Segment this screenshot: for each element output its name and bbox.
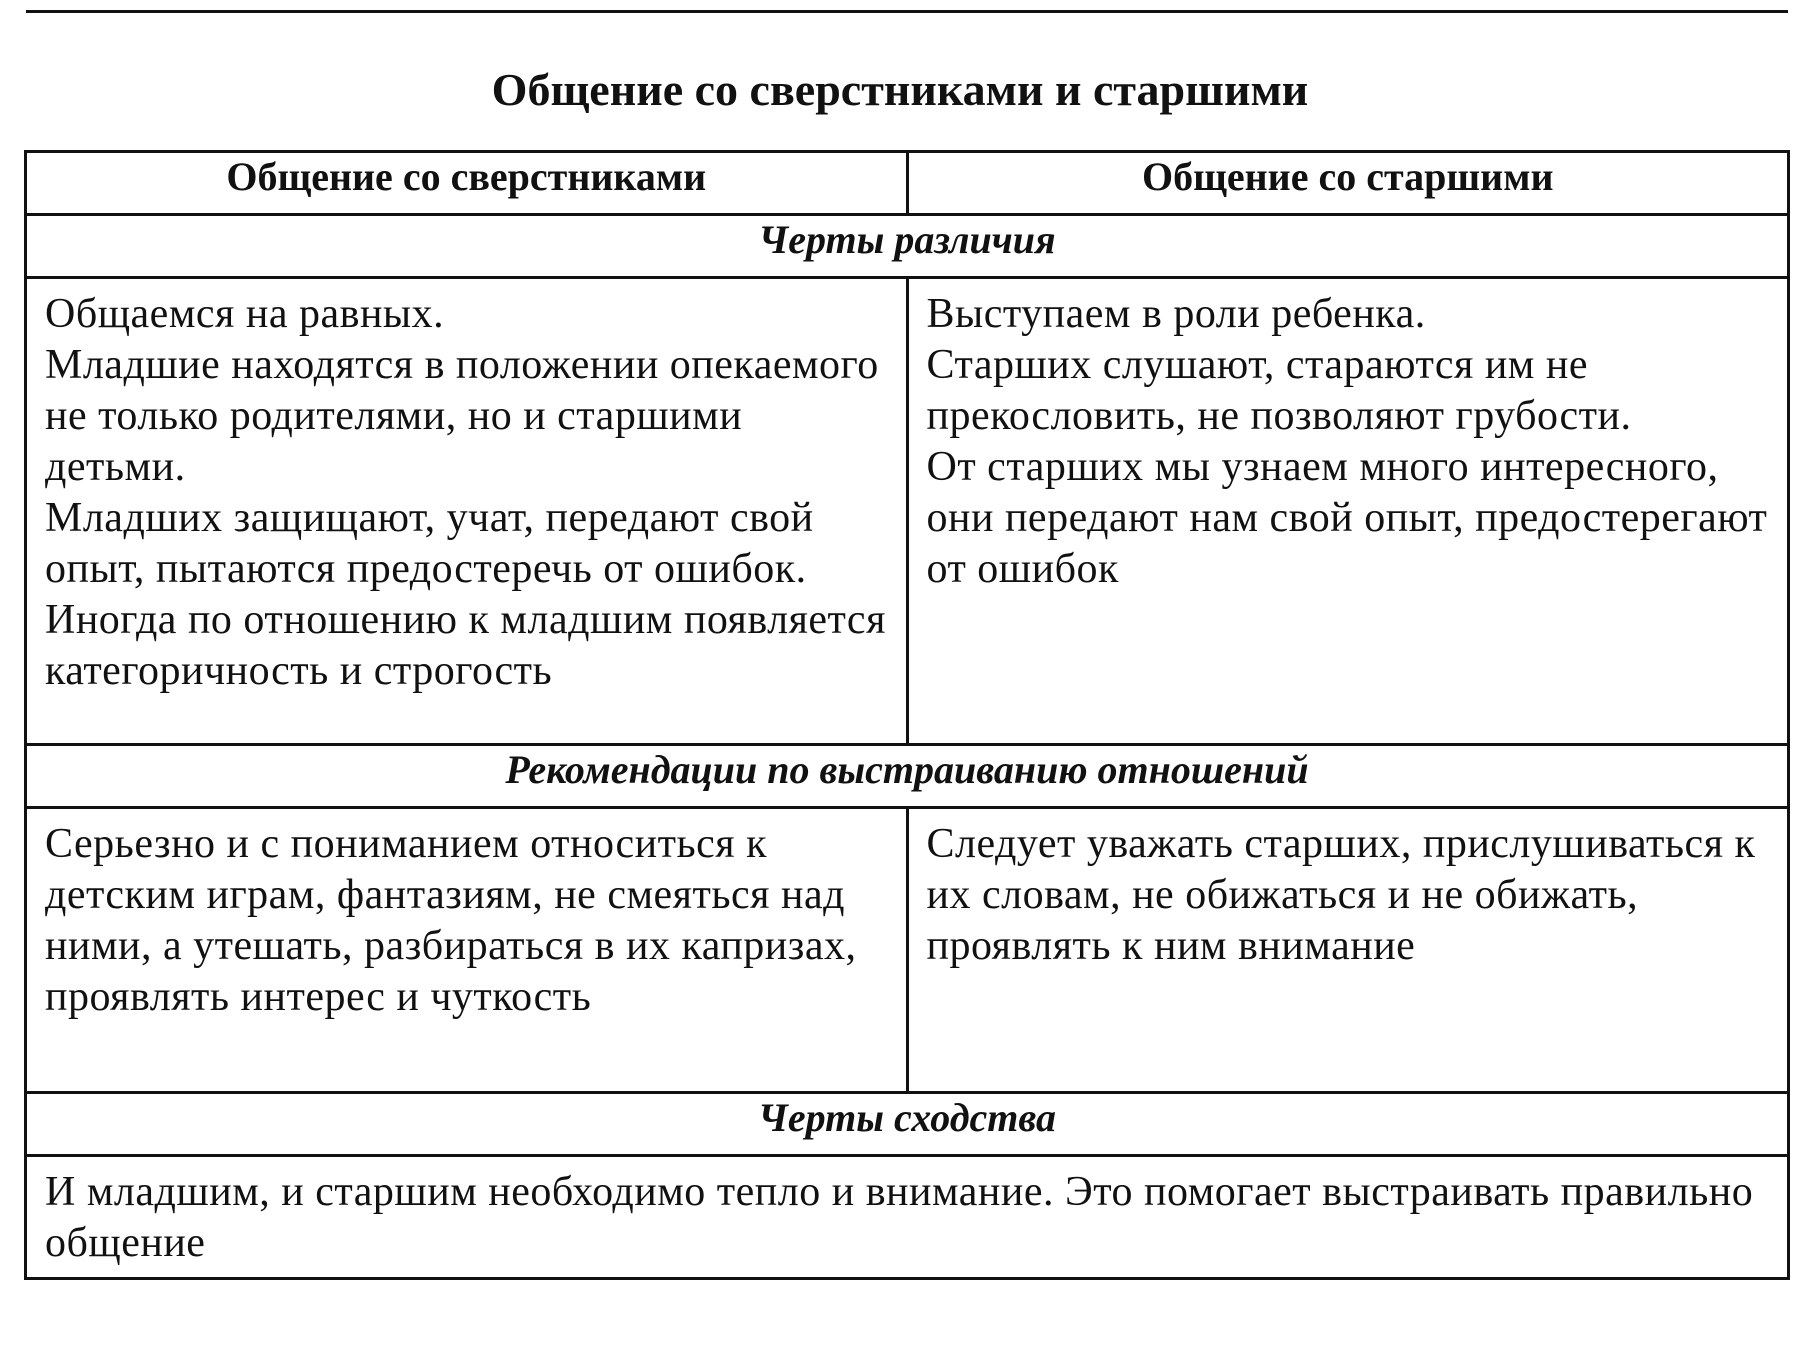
recommendations-peers-cell: Серьезно и с пониманием относиться к детским играм, фантазиям, не смеяться над ними, а утешать, разбираться в их капризах, проявлять интерес и чуткость xyxy=(26,808,908,1093)
header-row xyxy=(26,152,1789,215)
differences-elders-line: От старших мы узнаем много интересного, они передают нам свой опыт, предостерегают от ошибок xyxy=(926,444,1768,592)
top-rule xyxy=(26,10,1788,13)
differences-peers-line: Младшие находятся в положении опекаемого не только родителями, но и старшими детьми. xyxy=(45,342,879,490)
differences-row xyxy=(26,278,1789,745)
section-title-differences: Черты различия xyxy=(26,215,1789,278)
recommendations-elders-cell: Следует уважать старших, прислушиваться к их словам, не обижаться и не обижать, проявлять к ним внимание xyxy=(907,808,1789,1093)
section-title-recommendations: Рекомендации по выстраиванию отношений xyxy=(26,745,1789,808)
section-row-differences xyxy=(26,215,1789,278)
page-title: Общение со сверстниками и старшими xyxy=(491,64,1309,115)
similarities-row xyxy=(26,1156,1789,1279)
differences-elders-cell xyxy=(907,278,1789,745)
differences-elders-line: Старших слушают, стараются им не прекословить, не позволяют грубости. xyxy=(926,342,1632,439)
recommendations-row xyxy=(26,808,1789,1093)
differences-elders-line: Выступаем в роли ребенка. xyxy=(926,291,1426,337)
section-title-similarities: Черты сходства xyxy=(26,1093,1789,1156)
differences-peers-cell xyxy=(26,278,908,745)
section-row-similarities xyxy=(26,1093,1789,1156)
column-header-elders: Общение со старшими xyxy=(907,152,1789,215)
differences-peers-line: Младших защищают, учат, передают свой опыт, пытаются предостеречь от ошибок. xyxy=(45,495,814,592)
section-row-recommendations xyxy=(26,745,1789,808)
differences-peers-line: Общаемся на равных. xyxy=(45,291,445,337)
column-header-peers: Общение со сверстниками xyxy=(26,152,908,215)
differences-peers-line: Иногда по отношению к младшим появляется категоричность и строгость xyxy=(45,597,886,694)
comparison-table xyxy=(24,150,1790,1280)
similarities-cell: И младшим, и старшим необходимо тепло и внимание. Это помогает выстраивать правильно общение xyxy=(26,1156,1789,1279)
